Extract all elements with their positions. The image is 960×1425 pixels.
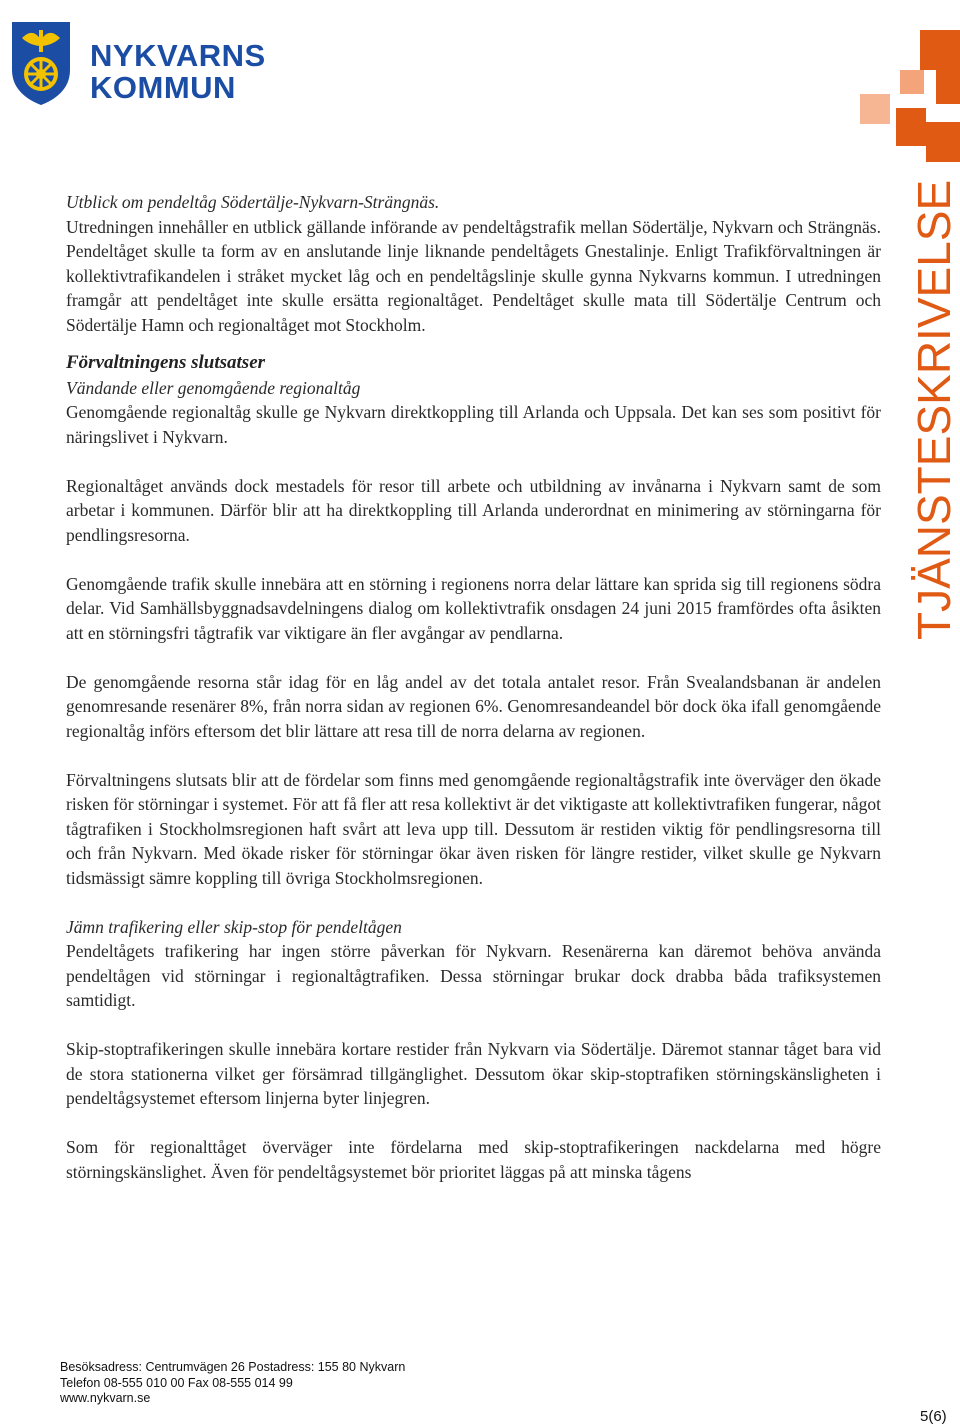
footer-website[interactable]: www.nykvarn.se (60, 1391, 151, 1405)
paragraph: Regionaltåget används dock mestadels för resor till arbete och utbildning av invånarna i Nykvarn samt de som arbetar i kommunen. Därför blir att ha direktkoppling till Arlanda underordnat en minimering av störningarna för pendlingsresorna. (66, 475, 881, 545)
logo-line1: NYKVARNS (90, 38, 266, 73)
intro-title: Utblick om pendeltåg Södertälje-Nykvarn-Strängnäs. (66, 192, 440, 212)
coat-of-arms-icon (10, 20, 72, 106)
subsection-title-skipstop: Jämn trafikering eller skip-stop för pendeltågen (66, 916, 402, 937)
footer-phone: Telefon 08-555 010 00 Fax 08-555 014 99 (60, 1375, 293, 1390)
logo-line2: KOMMUN (90, 70, 236, 105)
footer-contact (60, 1360, 405, 1407)
document-type-label: TJÄNSTESKRIVELSE (908, 179, 960, 640)
paragraph: De genomgående resorna står idag för en låg andel av det totala antalet resor. Från Svealandsbanan är andelen genomresande resenärer 8%, från norra sidan av regionen 6%. Genomresandeandel bör dock öka ifall genomgående regionaltåg införs eftersom det blir lättare att resa till de norra delarna av regionen. (66, 671, 881, 741)
paragraph: Som för regionalttåget överväger inte fördelarna med skip-stoptrafikeringen nackdelarna med högre störningskänslighet. Även för pendeltågsystemet bör prioritet läggas på att minska tågens (66, 1137, 881, 1182)
section-heading: Förvaltningens slutsatser (66, 352, 266, 373)
intro-paragraph: Utredningen innehåller en utblick gällande införande av pendeltågstrafik mellan Södertälje, Nykvarn och Strängnäs. Pendeltåget skulle ta form av en anslutande linje liknande pendeltågets Gnestalinje. Enligt Trafikförvaltningen är kollektivtrafikandelen i stråket mycket låg och en pendeltågslinje skulle gynna Nykvarns kommun. I utredningen framgår att pendeltåget inte skulle ersätta regionaltåget. Pendeltåget skulle mata till Södertälje Centrum och Södertälje Hamn och regionaltåget mot Stockholm. (66, 216, 881, 335)
paragraph: Pendeltågets trafikering har ingen större påverkan för Nykvarn. Resenärerna kan däremot behöva använda pendeltågen vid störningar i regionaltågtrafiken. Dessa störningar brukar dock drabba båda trafiksystemen samtidigt. (66, 941, 881, 1010)
logo-wordmark (90, 40, 266, 104)
paragraph: Genomgående trafik skulle innebära att en störning i regionens norra delar lättare kan sprida sig till regionens södra delar. Vid Samhällsbyggnadsavdelningens dialog om kollektivtrafik onsdagen 24 juni 2015 framfördes ofta åsikten att en störningsfri tågtrafik var viktigare än fler avgångar av pendlarna. (66, 573, 881, 643)
subsection-title-regional: Vändande eller genomgående regionaltåg (66, 377, 361, 398)
footer-address: Besöksadress: Centrumvägen 26 Postadress: 155 80 Nykvarn (60, 1360, 406, 1374)
paragraph: Förvaltningens slutsats blir att de fördelar som finns med genomgående regionaltågstrafik inte överväger den ökade risken för störningar i systemet. För att få fler att resa kollektivt är det viktigaste att kollektivtrafiken fungerar, något tågtrafiken i Stockholmsregionen haft svårt att leva upp till. Dessutom är restiden viktig för pendlingsresorna till och från Nykvarn. Med ökade risker för störningar ökar även risken för längre restider, vilket skulle ge Nykvarn tidsmässigt sämre koppling till övriga Stockholmsregionen. (66, 769, 881, 888)
paragraph: Skip-stoptrafikeringen skulle innebära kortare restider från Nykvarn via Södertälje. Däremot stannar tåget bara vid de stora stationerna vilket ger försämrad tillgänglighet. Dessutom ökar skip-stoptrafiken störningskänsligheten i pendeltågsystemet eftersom linjerna byter linjegren. (66, 1039, 881, 1108)
paragraph: Genomgående regionaltåg skulle ge Nykvarn direktkoppling till Arlanda och Uppsala. Det kan ses som positivt för näringslivet i Nykvarn. (66, 402, 881, 447)
municipality-logo (10, 20, 270, 160)
document-body (66, 190, 881, 1184)
page-number: 5(6) (920, 1408, 947, 1425)
